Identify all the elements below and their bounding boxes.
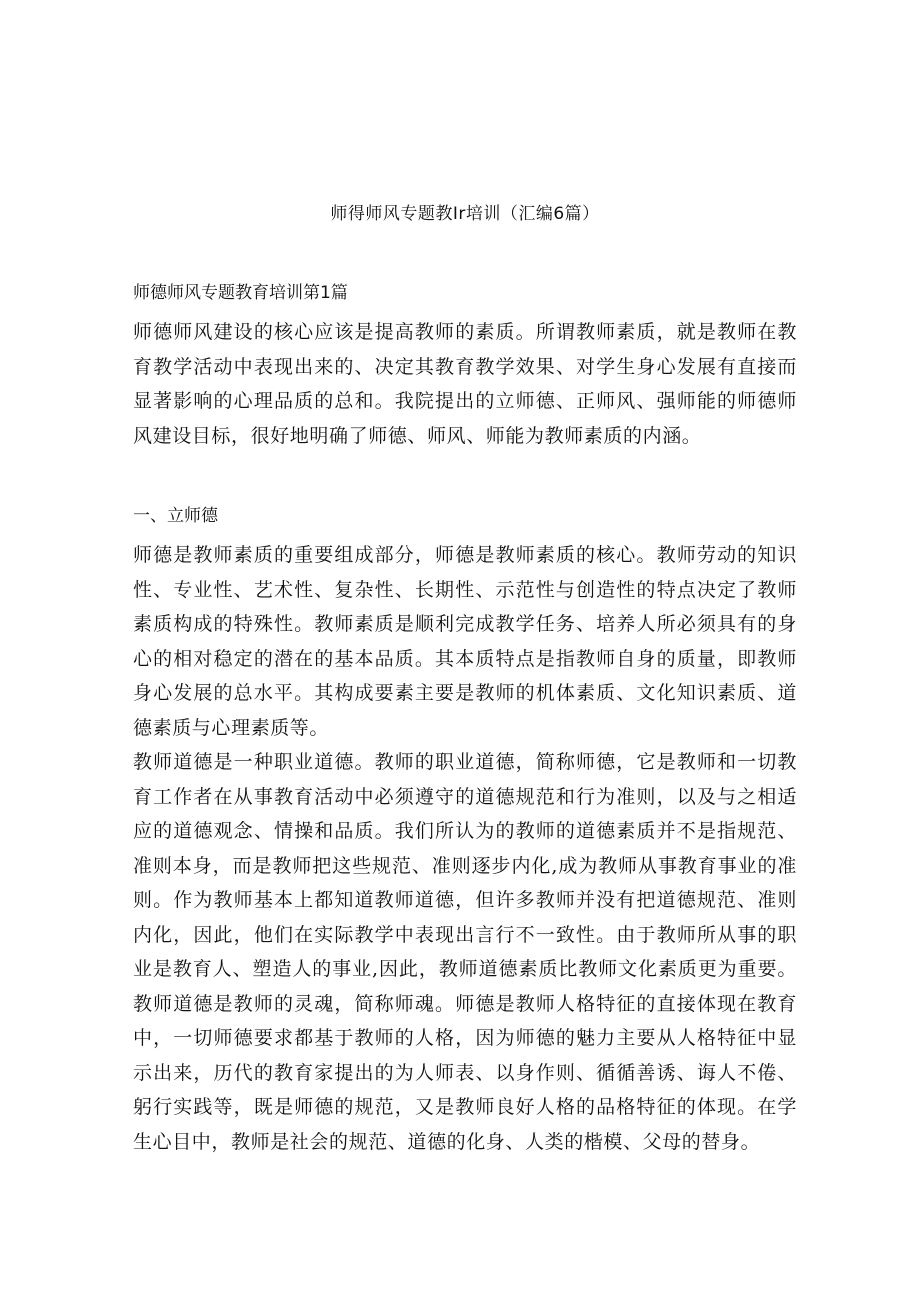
intro-paragraph: 师德师风建设的核心应该是提高教师的素质。所谓教师素质，就是教师在教育教学活动中表现出来的、决定其教育教学效果、对学生身心发展有直接而显著影响的心理品质的总和。我院提出的立师德、正师风、强师能的师德师风建设目标，很好地明确了师德、师风、师能为教师素质的内涵。	[133, 321, 797, 447]
document-title: 师得师风专题教Ir培训（汇编6篇）	[330, 204, 600, 224]
subheading-li-shide: 一、立师德	[133, 506, 218, 526]
body-paragraph: 教师道德是一种职业道德。教师的职业道德，简称师德，它是教师和一切教育工作者在从事教育活动中必须遵守的道德规范和行为准则，以及与之相适应的道德观念、情操和品质。我们所认为的教师的道德素质并不是指规范、准则本身，而是教师把这些规范、准则逐步内化,成为教师从事教育事业的准则。作为教师基本上都知道教师道德，但许多教师并没有把道德规范、准则内化，因此，他们在实际教学中表现出言行不一致性。由于教师所从事的职业是教育人、塑造人的事业,因此，教师道德素质比教师文化素质更为重要。教师道德是教师的灵魂，简称师魂。师德是教师人格特征的直接体现在教育中，一切师德要求都基于教师的人格，因为师德的魅力主要从人格特征中显示出来，历代的教育家提出的为人师表、以身作则、循循善诱、诲人不倦、躬行实践等，既是师德的规范，又是教师良好人格的品格特征的体现。在学生心目中，教师是社会的规范、道德的化身、人类的楷模、父母的替身。	[133, 751, 797, 1153]
section-heading: 师德师风专题教育培训第1篇	[133, 283, 348, 303]
body-paragraph: 师德是教师素质的重要组成部分，师德是教师素质的核心。教师劳动的知识性、专业性、艺术性、复杂性、长期性、示范性与创造性的特点决定了教师素质构成的特殊性。教师素质是顺利完成教学任务、培养人所必须具有的身心的相对稳定的潜在的基本品质。其本质特点是指教师自身的质量，即教师身心发展的总水平。其构成要素主要是教师的机体素质、文化知识素质、道德素质与心理素质等。	[133, 544, 797, 739]
